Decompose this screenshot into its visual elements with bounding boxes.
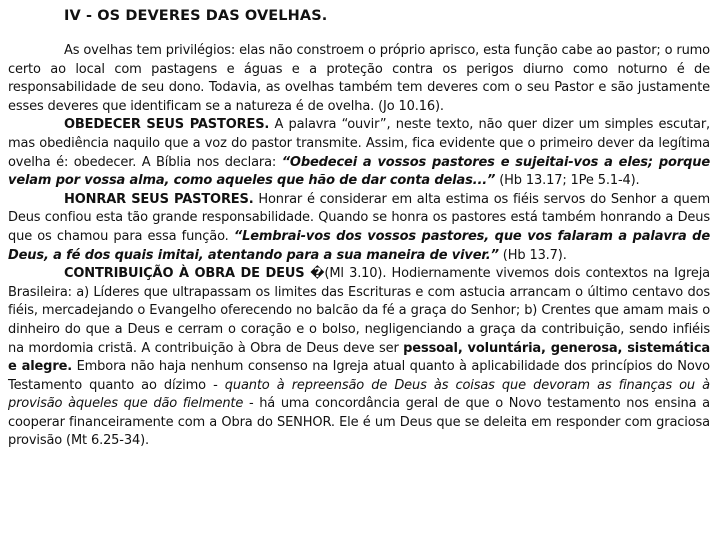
contribuicao-qualities: pessoal, voluntária, generosa, sistemática e alegre. — [8, 340, 710, 375]
honrar-text: Honrar é considerar em alta estima os fiéis servos do Senhor a quem Deus confiou esta tão grande responsabilidade. Quando se honra os pastores está também honrando a Deus que os chamou para essa função. — [8, 191, 711, 244]
contribuicao-italic: quanto à repreensão de Deus às coisas que devoram as finanças ou à provisão àqueles que dão fielmente — [8, 377, 710, 412]
section-title: IV - OS DEVERES DAS OVELHAS. — [64, 8, 328, 24]
obedecer-text: A palavra “ouvir”, neste texto, não quer dizer um simples escutar, mas obediência naquilo que a voz do pastor transmite. Assim, fica evidente que o primeiro dever da legítima ovelha é: obedecer. A Bíblia nos declara: — [8, 117, 710, 170]
contribuicao-paragraph — [8, 265, 710, 451]
document-body — [8, 42, 710, 451]
honrar-heading: HONRAR SEUS PASTORES. — [64, 191, 254, 207]
contribuicao-text-3: - há uma concordância geral de que o Novo testamento nos ensina a cooperar financeiramente com a Obra do SENHOR. Ele é um Deus que se deleita em responder com graciosa provisão (Mt 6.25-34). — [8, 396, 710, 449]
contribuicao-text-1: (Ml 3.10). Hodiernamente vivemos dois contextos na Igreja Brasileira: a) Líderes que ultrapassam os limites das Escrituras e com astucia arrancam o último centavo dos fiéis, mercadejando o Evangelho oferecendo no balcão da fé a graça do Senhor; b) Crentes que amam mais o dinheiro do que a Deus e cerram o coração e o bolso, negligenciando a graça da contribuição, sendo infiéis na mordomia cristã. A contribuição à Obra de Deus deve ser — [8, 266, 710, 356]
obedecer-paragraph — [8, 116, 710, 190]
obedecer-quote: “Obedecei a vossos pastores e sujeitai-vos a eles; porque velam por vossa alma, como aqueles que hão de dar conta delas...” — [8, 154, 710, 189]
obedecer-heading: OBEDECER SEUS PASTORES. — [64, 117, 270, 133]
honrar-quote: “Lembrai-vos dos vossos pastores, que vos falaram a palavra de Deus, a fé dos quais imitai, atentando para a sua maneira de viver.” — [8, 228, 710, 263]
intro-paragraph: As ovelhas tem privilégios: elas não constroem o próprio aprisco, esta função cabe ao pastor; o rumo certo ao local com pastagens e águas e a proteção contra os perigos diurno como noturno é de responsabilidade de seu dono. Todavia, as ovelhas também tem deveres com o seu Pastor e são justamente esses deveres que identificam se a natureza é de ovelha. (Jo 10.16). — [8, 43, 710, 114]
contribuicao-heading: CONTRIBUIÇÃO À OBRA DE DEUS � — [64, 266, 325, 282]
honrar-reference: (Hb 13.7). — [498, 247, 567, 263]
obedecer-reference: (Hb 13.17; 1Pe 5.1-4). — [495, 173, 640, 189]
contribuicao-text-2: Embora não haja nenhum consenso na Igreja atual quanto à aplicabilidade dos princípios do Novo Testamento quanto ao dízimo - — [8, 359, 710, 393]
honrar-paragraph — [8, 191, 710, 265]
